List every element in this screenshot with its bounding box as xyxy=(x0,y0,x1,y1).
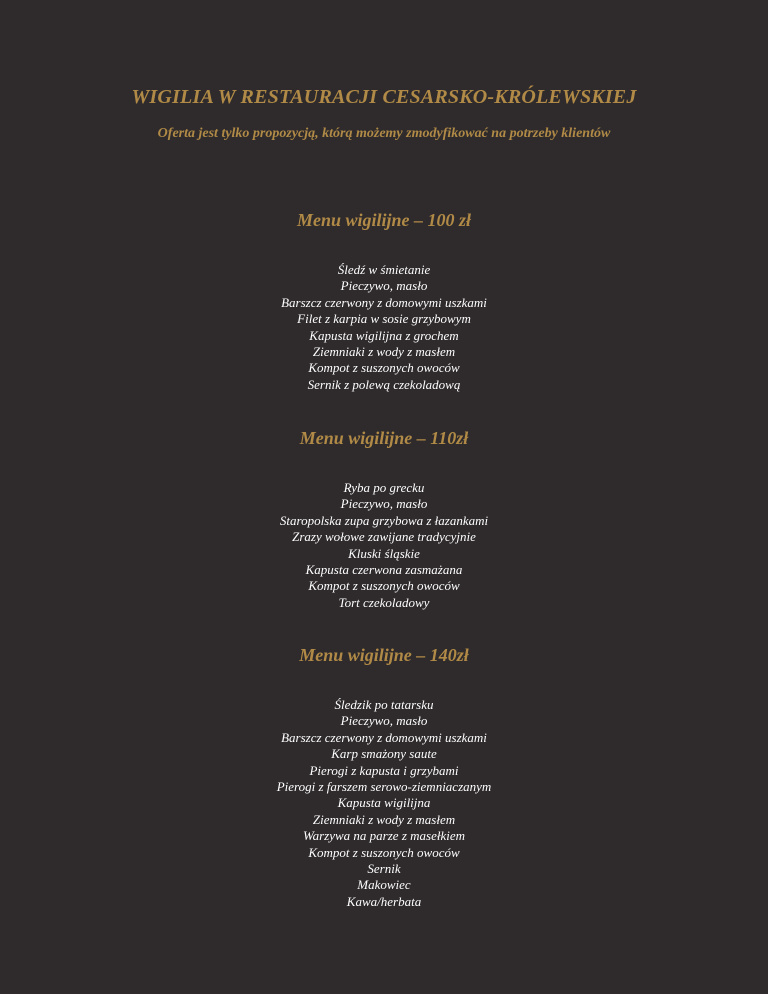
menu-heading-110: Menu wigilijne – 110zł xyxy=(299,428,469,448)
document-subtitle: Oferta jest tylko propozycją, którą możemy zmodyfikować na potrzeby klientów xyxy=(157,126,611,141)
menu-item: Kompot z suszonych owoców xyxy=(308,844,460,860)
menu-item: Kluski śląskie xyxy=(348,545,420,561)
menu-item: Staropolska zupa grzybowa z łazankami xyxy=(279,512,489,528)
menu-item: Kapusta wigilijna xyxy=(337,795,431,811)
menu-item: Pierogi z farszem serowo-ziemniaczanym xyxy=(276,779,492,795)
menu-item: Kapusta wigilijna z grochem xyxy=(309,327,459,343)
menu-item: Kapusta czerwona zasmażana xyxy=(305,562,463,578)
menu-heading-140: Menu wigilijne – 140zł xyxy=(299,645,469,665)
menu-item: Sernik z polewą czekoladową xyxy=(307,376,461,392)
menu-item: Kompot z suszonych owoców xyxy=(308,578,460,594)
menu-item: Ziemniaki z wody z masłem xyxy=(312,344,456,360)
menu-item: Karp smażony saute xyxy=(331,746,437,762)
menu-list-110 xyxy=(0,480,768,611)
menu-item: Pieczywo, masło xyxy=(340,713,428,729)
menu-list-140 xyxy=(0,697,768,910)
menu-item: Makowiec xyxy=(357,877,411,893)
menu-item: Śledź w śmietanie xyxy=(337,262,431,277)
menu-item: Tort czekoladowy xyxy=(338,594,430,610)
menu-item: Zrazy wołowe zawijane tradycyjnie xyxy=(292,529,476,545)
menu-item: Śledzik po tatarsku xyxy=(334,697,434,712)
menu-item: Filet z karpia w sosie grzybowym xyxy=(297,311,471,327)
menu-heading-100: Menu wigilijne – 100 zł xyxy=(296,210,472,230)
menu-item: Ziemniaki z wody z masłem xyxy=(312,811,456,827)
menu-item: Barszcz czerwony z domowymi uszkami xyxy=(281,294,487,310)
menu-item: Pieczywo, masło xyxy=(340,278,428,294)
menu-list-100 xyxy=(0,262,768,393)
menu-item: Kompot z suszonych owoców xyxy=(308,360,460,376)
menu-item: Ryba po grecku xyxy=(343,480,425,495)
menu-item: Barszcz czerwony z domowymi uszkami xyxy=(281,729,487,745)
menu-item: Kawa/herbata xyxy=(346,893,422,909)
menu-item: Pieczywo, masło xyxy=(340,496,428,512)
menu-item: Pierogi z kapusta i grzybami xyxy=(309,762,459,778)
menu-item: Warzywa na parze z masełkiem xyxy=(302,828,465,844)
document-title: WIGILIA W RESTAURACJI CESARSKO-KRÓLEWSKIEJ xyxy=(131,86,637,108)
menu-item: Sernik xyxy=(367,861,401,877)
